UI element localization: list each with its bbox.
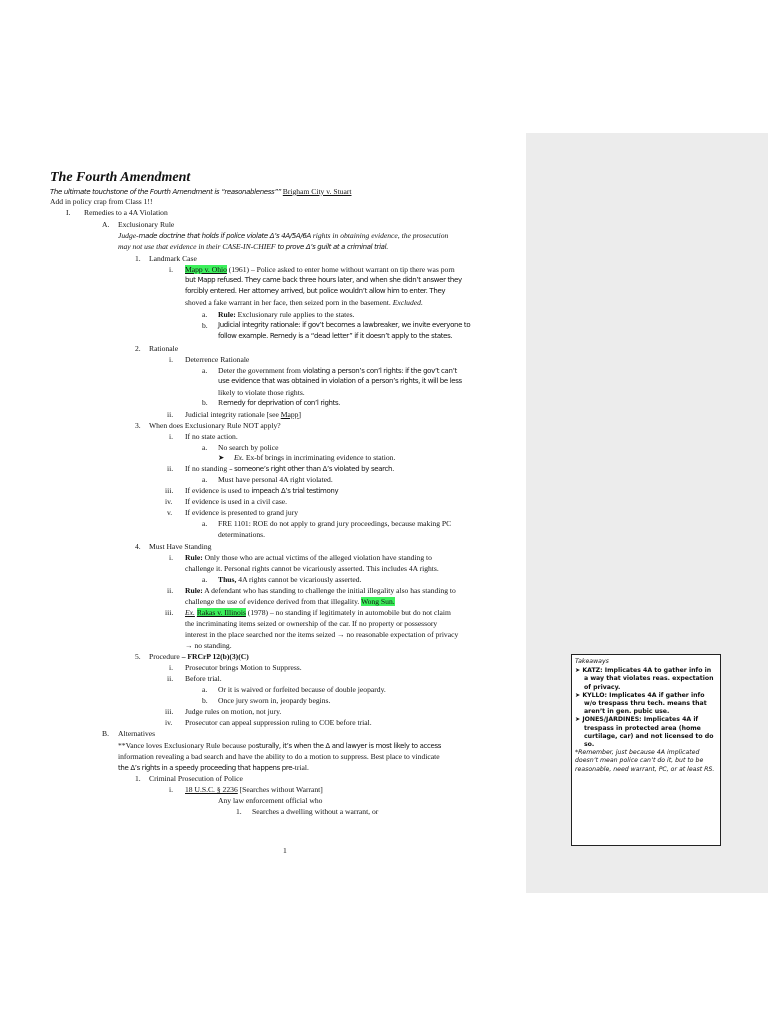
heading-procedure	[149, 652, 249, 661]
arrow-bullet-icon: ➤	[575, 667, 581, 675]
text-run: rights in obtaining evidence, the prosecution	[310, 231, 449, 240]
text-run: Judicial integrity rationale [see	[185, 410, 281, 419]
outline-label: ii.	[167, 586, 174, 595]
outline-label: i.	[169, 432, 174, 441]
outline-label: iii.	[165, 608, 174, 617]
text-run: Exclusionary rule applies to the states.	[235, 310, 355, 319]
text-run: the Δ’s rights in a speedy proceeding that happens pre	[118, 764, 293, 772]
mapp-facts-line: but Mapp refused. They came back three hours later, and when she didn’t answer they	[185, 276, 462, 284]
text-run: challenge the use of evidence derived from that illegality.	[185, 597, 362, 606]
text-run: -trial.	[292, 763, 309, 772]
text-run: If no standing	[185, 464, 230, 473]
derivative-rule-line	[185, 586, 456, 595]
heading-standing: Must Have Standing	[149, 542, 212, 551]
text-run: A defendant who has standing to challenge the initial illegality also has standing to	[202, 586, 456, 595]
mapp-facts-line	[185, 298, 423, 307]
outline-label: I.	[66, 208, 71, 217]
heading-when-not-apply: When does Exclusionary Rule NOT apply?	[149, 421, 281, 430]
text-run: emedy for deprivation of con’l rights	[223, 399, 339, 407]
text-run: – FRCrP 12(b)(3)(C)	[181, 652, 249, 661]
takeaway-item-kyllo	[575, 692, 717, 717]
no-state-action-line: If no state action.	[185, 432, 238, 441]
text-run: Deter the government from	[218, 366, 303, 375]
text-run: sturally, it’s when the Δ and lawyer is most likely to access	[255, 742, 442, 750]
takeaway-item-katz	[575, 667, 717, 692]
intro-quote: The ultimate touchstone of the Fourth Amendment is “reasonableness””	[50, 188, 281, 196]
outline-label: a.	[202, 575, 208, 584]
fre-line: determinations.	[218, 530, 266, 539]
mapp-rationale-line: follow example. Remedy is a “dead letter” if it doesn’t apply to the states.	[218, 332, 453, 340]
outline-label: 5.	[135, 652, 141, 661]
text-run: impeach Δ’s trial testimony	[251, 487, 339, 495]
text-run: – someone’s right other than Δ’s violated by search.	[229, 465, 394, 473]
text-run: may not use that evidence in their CASE-IN-CHIEF	[118, 242, 278, 251]
outline-label: 2.	[135, 344, 141, 353]
vance-note-line: information revealing a bad search and have the ability to do a motion to suppress. Best place to vindicate	[118, 752, 440, 761]
text-run: made doctrine that holds if police violate Δ’s 4A/5A/6A	[138, 232, 311, 240]
outline-label: iii.	[165, 486, 174, 495]
rakas-line	[185, 608, 451, 617]
takeaways-note: *Remember, just because 4A implicated doesn’t mean police can’t do it, but to be reasonable, need warrant, PC, or at least RS.	[575, 749, 715, 773]
statute-line	[185, 785, 323, 794]
text-run: Thus,	[218, 575, 237, 584]
outline-label: 4.	[135, 542, 141, 551]
text-run: Ex-bf brings in incriminating evidence to station.	[243, 453, 396, 462]
outline-label: B.	[102, 729, 109, 738]
outline-label: 1.	[135, 774, 141, 783]
outline-label: i.	[169, 355, 174, 364]
outline-label: 3.	[135, 421, 141, 430]
takeaway-item-jones-jardines	[575, 716, 717, 749]
rakas-line: → no standing.	[185, 641, 232, 650]
outline-label: a.	[202, 310, 208, 319]
text-run: Ex.	[234, 453, 244, 462]
takeaways-title: Takeaways	[575, 658, 609, 665]
standing-rule-line: challenge it. Personal rights cannot be vicariously asserted. This includes 4A rights.	[185, 564, 439, 573]
outline-label: i.	[169, 553, 174, 562]
text-run: [Searches without Warrant]	[237, 785, 323, 794]
intro-note: Add in policy crap from Class 1!!	[50, 197, 153, 206]
outline-label: 1.	[135, 254, 141, 263]
procedure-line: Judge rules on motion, not jury.	[185, 707, 282, 716]
deterrence-line: likely to violate those rights.	[218, 388, 305, 397]
text-run: to prove Δ’s guilt at a criminal trial.	[277, 243, 389, 251]
civil-case-line: If evidence is used in a civil case.	[185, 497, 288, 506]
procedure-line: Prosecutor can appeal suppression ruling to COE before trial.	[185, 718, 372, 727]
intro-quote-line	[50, 187, 352, 197]
procedure-line: Once jury sworn in, jeopardy begins.	[218, 696, 331, 705]
vance-note-line	[118, 763, 309, 773]
text-run: .	[338, 398, 341, 407]
impeach-line	[185, 486, 338, 496]
procedure-line: Prosecutor brings Motion to Suppress.	[185, 663, 302, 672]
derivative-rule-line	[185, 597, 395, 606]
outline-label: b.	[202, 398, 208, 407]
statute-citation: 18 U.S.C. § 2236	[185, 785, 238, 794]
standing-rule-line	[185, 553, 432, 562]
outline-label: a.	[202, 366, 208, 375]
outline-label: ii.	[167, 410, 174, 419]
heading-landmark-case: Landmark Case	[149, 254, 197, 263]
outline-label: a.	[202, 475, 208, 484]
outline-label: b.	[202, 321, 208, 330]
page-title: The Fourth Amendment	[50, 170, 191, 185]
takeaway-text: JONES/JARDINES: Implicates 4A if trespass in protected area (home curtilage, car) and not licensed to do so.	[582, 716, 714, 749]
outline-label: b.	[202, 696, 208, 705]
outline-label: iv.	[165, 497, 173, 506]
outline-label: 1.	[236, 807, 242, 816]
outline-label: a.	[202, 685, 208, 694]
text-run: Rule:	[185, 586, 203, 595]
procedure-line: Before trial.	[185, 674, 222, 683]
outline-label: iv.	[165, 718, 173, 727]
procedure-line: Or it is waived or forfeited because of double jeopardy.	[218, 685, 386, 694]
text-run: **Vance loves Exclusionary Rule because po	[118, 741, 256, 750]
mapp-rule-line	[218, 310, 354, 319]
exclusionary-definition-line	[118, 231, 448, 241]
heading-deterrence: Deterrence Rationale	[185, 355, 250, 364]
fre-line: FRE 1101: ROE do not apply to grand jury proceedings, because making PC	[218, 519, 452, 528]
text-run: Procedure	[149, 652, 182, 661]
mapp-facts-line: forcibly entered. Her attorney arrived, but police wouldn’t allow him to enter. They	[185, 287, 446, 295]
statute-line: Searches a dwelling without a warrant, or	[252, 807, 379, 816]
case-citation-mapp: Mapp v. Ohio	[185, 265, 227, 274]
deterrence-line	[218, 366, 457, 376]
outline-label: ii.	[167, 464, 174, 473]
text-run: violating a person’s con’l rights: if the gov’t can’t	[302, 367, 457, 375]
thus-line	[218, 575, 361, 584]
page-number: 1	[283, 846, 287, 855]
no-standing-line	[185, 464, 394, 474]
text-run: R	[218, 398, 224, 407]
grand-jury-line: If evidence is presented to grand jury	[185, 508, 299, 517]
outline-label: ii.	[167, 674, 174, 683]
heading-rationale: Rationale	[149, 344, 179, 353]
personal-right-line: Must have personal 4A right violated.	[218, 475, 333, 484]
outline-label: iii.	[165, 707, 174, 716]
case-citation-wong-sun: Wong Sun.	[361, 597, 395, 606]
deterrence-line: use evidence that was obtained in violation of a person’s rights, it will be less	[218, 377, 462, 385]
rakas-line: the incriminating items seized or ownership of the car. If no property or possessory	[185, 619, 438, 628]
remedy-line	[218, 398, 340, 408]
arrow-bullet-icon: ➤	[575, 691, 581, 699]
outline-label: a.	[202, 443, 208, 452]
outline-label: a.	[202, 519, 208, 528]
statute-line: Any law enforcement official who	[218, 796, 323, 805]
outline-label: A.	[102, 220, 110, 229]
case-citation-mapp: Mapp	[280, 410, 299, 419]
arrow-bullet-icon: ➤	[575, 716, 581, 724]
heading-exclusionary-rule: Exclusionary Rule	[118, 220, 175, 229]
text-run: (1978) – no standing if legitimately in automobile but do not claim	[245, 608, 451, 617]
exclusionary-definition-line	[118, 242, 388, 252]
arrow-bullet-icon: ➤	[218, 453, 225, 462]
example-line	[234, 453, 395, 462]
outline-label: v.	[167, 508, 173, 517]
text-run: Ex.	[185, 608, 195, 617]
text-run: shoved a fake warrant in her face, then seized porn in the basement.	[185, 298, 393, 307]
heading-alternatives: Alternatives	[118, 729, 156, 738]
text-run: Rule:	[185, 553, 203, 562]
rakas-line: interest in the place searched nor the items seized → no reasonable expectation of privacy	[185, 630, 459, 639]
text-run: Rule:	[218, 310, 236, 319]
mapp-rationale-line: Judicial integrity rationale: if gov’t becomes a lawbreaker, we invite everyone to	[218, 321, 471, 329]
intro-case-citation: Brigham City v. Stuart	[282, 187, 352, 196]
text-run: 4A rights cannot be vicariously asserted.	[236, 575, 362, 584]
outline-label: i.	[169, 785, 174, 794]
takeaway-text: KYLLO: Implicates 4A if gather info w/o trespass thru tech. means that aren’t in gen. pubic use.	[582, 691, 707, 716]
no-search-line: No search by police	[218, 443, 279, 452]
vance-note-line	[118, 741, 441, 751]
case-citation-rakas: Rakas v. Illinois	[196, 608, 246, 617]
takeaways-comment-box	[571, 654, 721, 846]
text-run: Only those who are actual victims of the alleged violation have standing to	[202, 553, 432, 562]
text-run: Judge-	[118, 231, 139, 240]
mapp-case-line	[185, 265, 455, 274]
text-run: Excluded.	[392, 298, 423, 307]
text-run: ]	[298, 410, 301, 419]
text-run: (1961) – Police asked to enter home without warrant on tip there was porn	[226, 265, 455, 274]
heading-remedies: Remedies to a 4A Violation	[84, 208, 168, 217]
outline-label: i.	[169, 265, 174, 274]
judicial-integrity-line	[185, 410, 301, 419]
text-run: If evidence is used to	[185, 486, 252, 495]
outline-label: i.	[169, 663, 174, 672]
heading-criminal-prosecution: Criminal Prosecution of Police	[149, 774, 243, 783]
takeaway-text: KATZ: Implicates 4A to gather info in a way that violates reas. expectation of privacy.	[582, 667, 714, 691]
